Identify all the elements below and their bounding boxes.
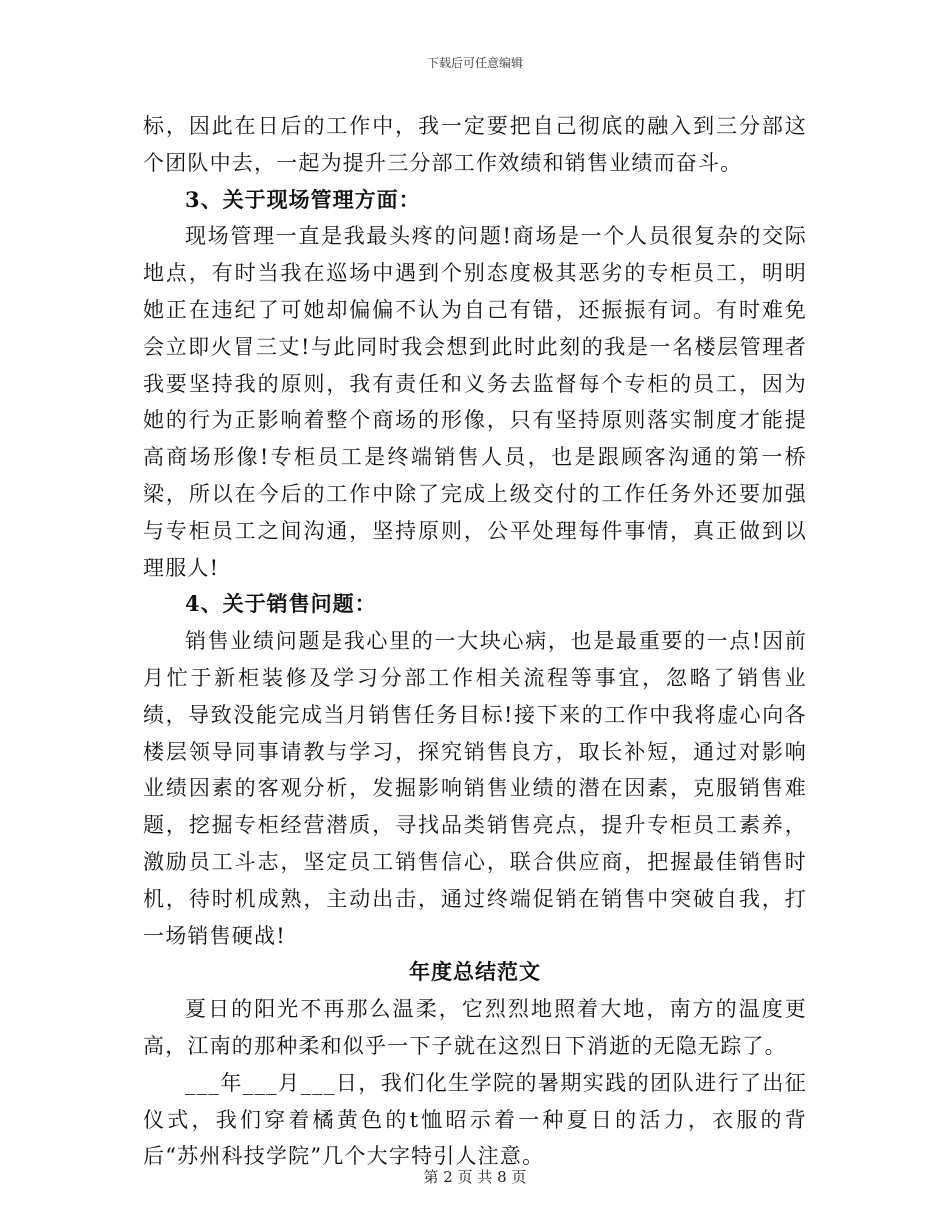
paragraph-ceremony: ___年___月___日，我们化生学院的暑期实践的团队进行了出征仪式，我们穿着橘黄色的t恤昭示着一种夏日的活力，衣服的背后“苏州科技学院”几个大字特引人注意。: [143, 1070, 807, 1169]
document-body: [143, 108, 807, 1175]
paragraph-continuation: 标，因此在日后的工作中，我一定要把自己彻底的融入到三分部这个团队中去，一起为提升三分部工作效绩和销售业绩而奋斗。: [143, 114, 807, 175]
header-note: 下载后可任意编辑: [426, 56, 523, 70]
section-heading-onsite-management: 3、关于现场管理方面：: [185, 186, 421, 212]
paragraph-sales: 销售业绩问题是我心里的一大块心病，也是最重要的一点!因前月忙于新柜装修及学习分部工作相关流程等事宜，忽略了销售业绩，导致没能完成当月销售任务目标!接下来的工作中我将虚心向各楼层领导同事请教与学习，探究销售良方，取长补短，通过对影响业绩因素的客观分析，发掘影响销售业绩的潜在因素，克服销售难题，挖掘专柜经营潜质，寻找品类销售亮点，提升专柜员工素养，激励员工斗志，坚定员工销售信心，联合供应商，把握最佳销售时机，待时机成熟，主动出击，通过终端促销在销售中突破自我，打一场销售硬战!: [143, 629, 807, 948]
paragraph-summer: 夏日的阳光不再那么温柔，它烈烈地照着大地，南方的温度更高，江南的那种柔和似乎一下子就在这烈日下消逝的无隐无踪了。: [143, 997, 807, 1058]
paragraph-onsite-management: 现场管理一直是我最头疼的问题!商场是一个人员很复杂的交际地点，有时当我在巡场中遇到个别态度极其恶劣的专柜员工，明明她正在违纪了可她却偏偏不认为自己有错，还振振有词。有时难免会立即火冒三丈!与此同时我会想到此时此刻的我是一名楼层管理者我要坚持我的原则，我有责任和义务去监督每个专柜的员工，因为她的行为正影响着整个商场的形像，只有坚持原则落实制度才能提高商场形像!专柜员工是终端销售人员，也是跟顾客沟通的第一桥梁，所以在今后的工作中除了完成上级交付的工作任务外还要加强与专柜员工之间沟通，坚持原则，公平处理每件事情，真正做到以理服人!: [143, 224, 807, 580]
page-number: 第 2 页 共 8 页: [423, 1168, 527, 1186]
section-heading-sales: 4、关于销售问题：: [185, 591, 377, 617]
article-title: 年度总结范文: [409, 959, 541, 985]
